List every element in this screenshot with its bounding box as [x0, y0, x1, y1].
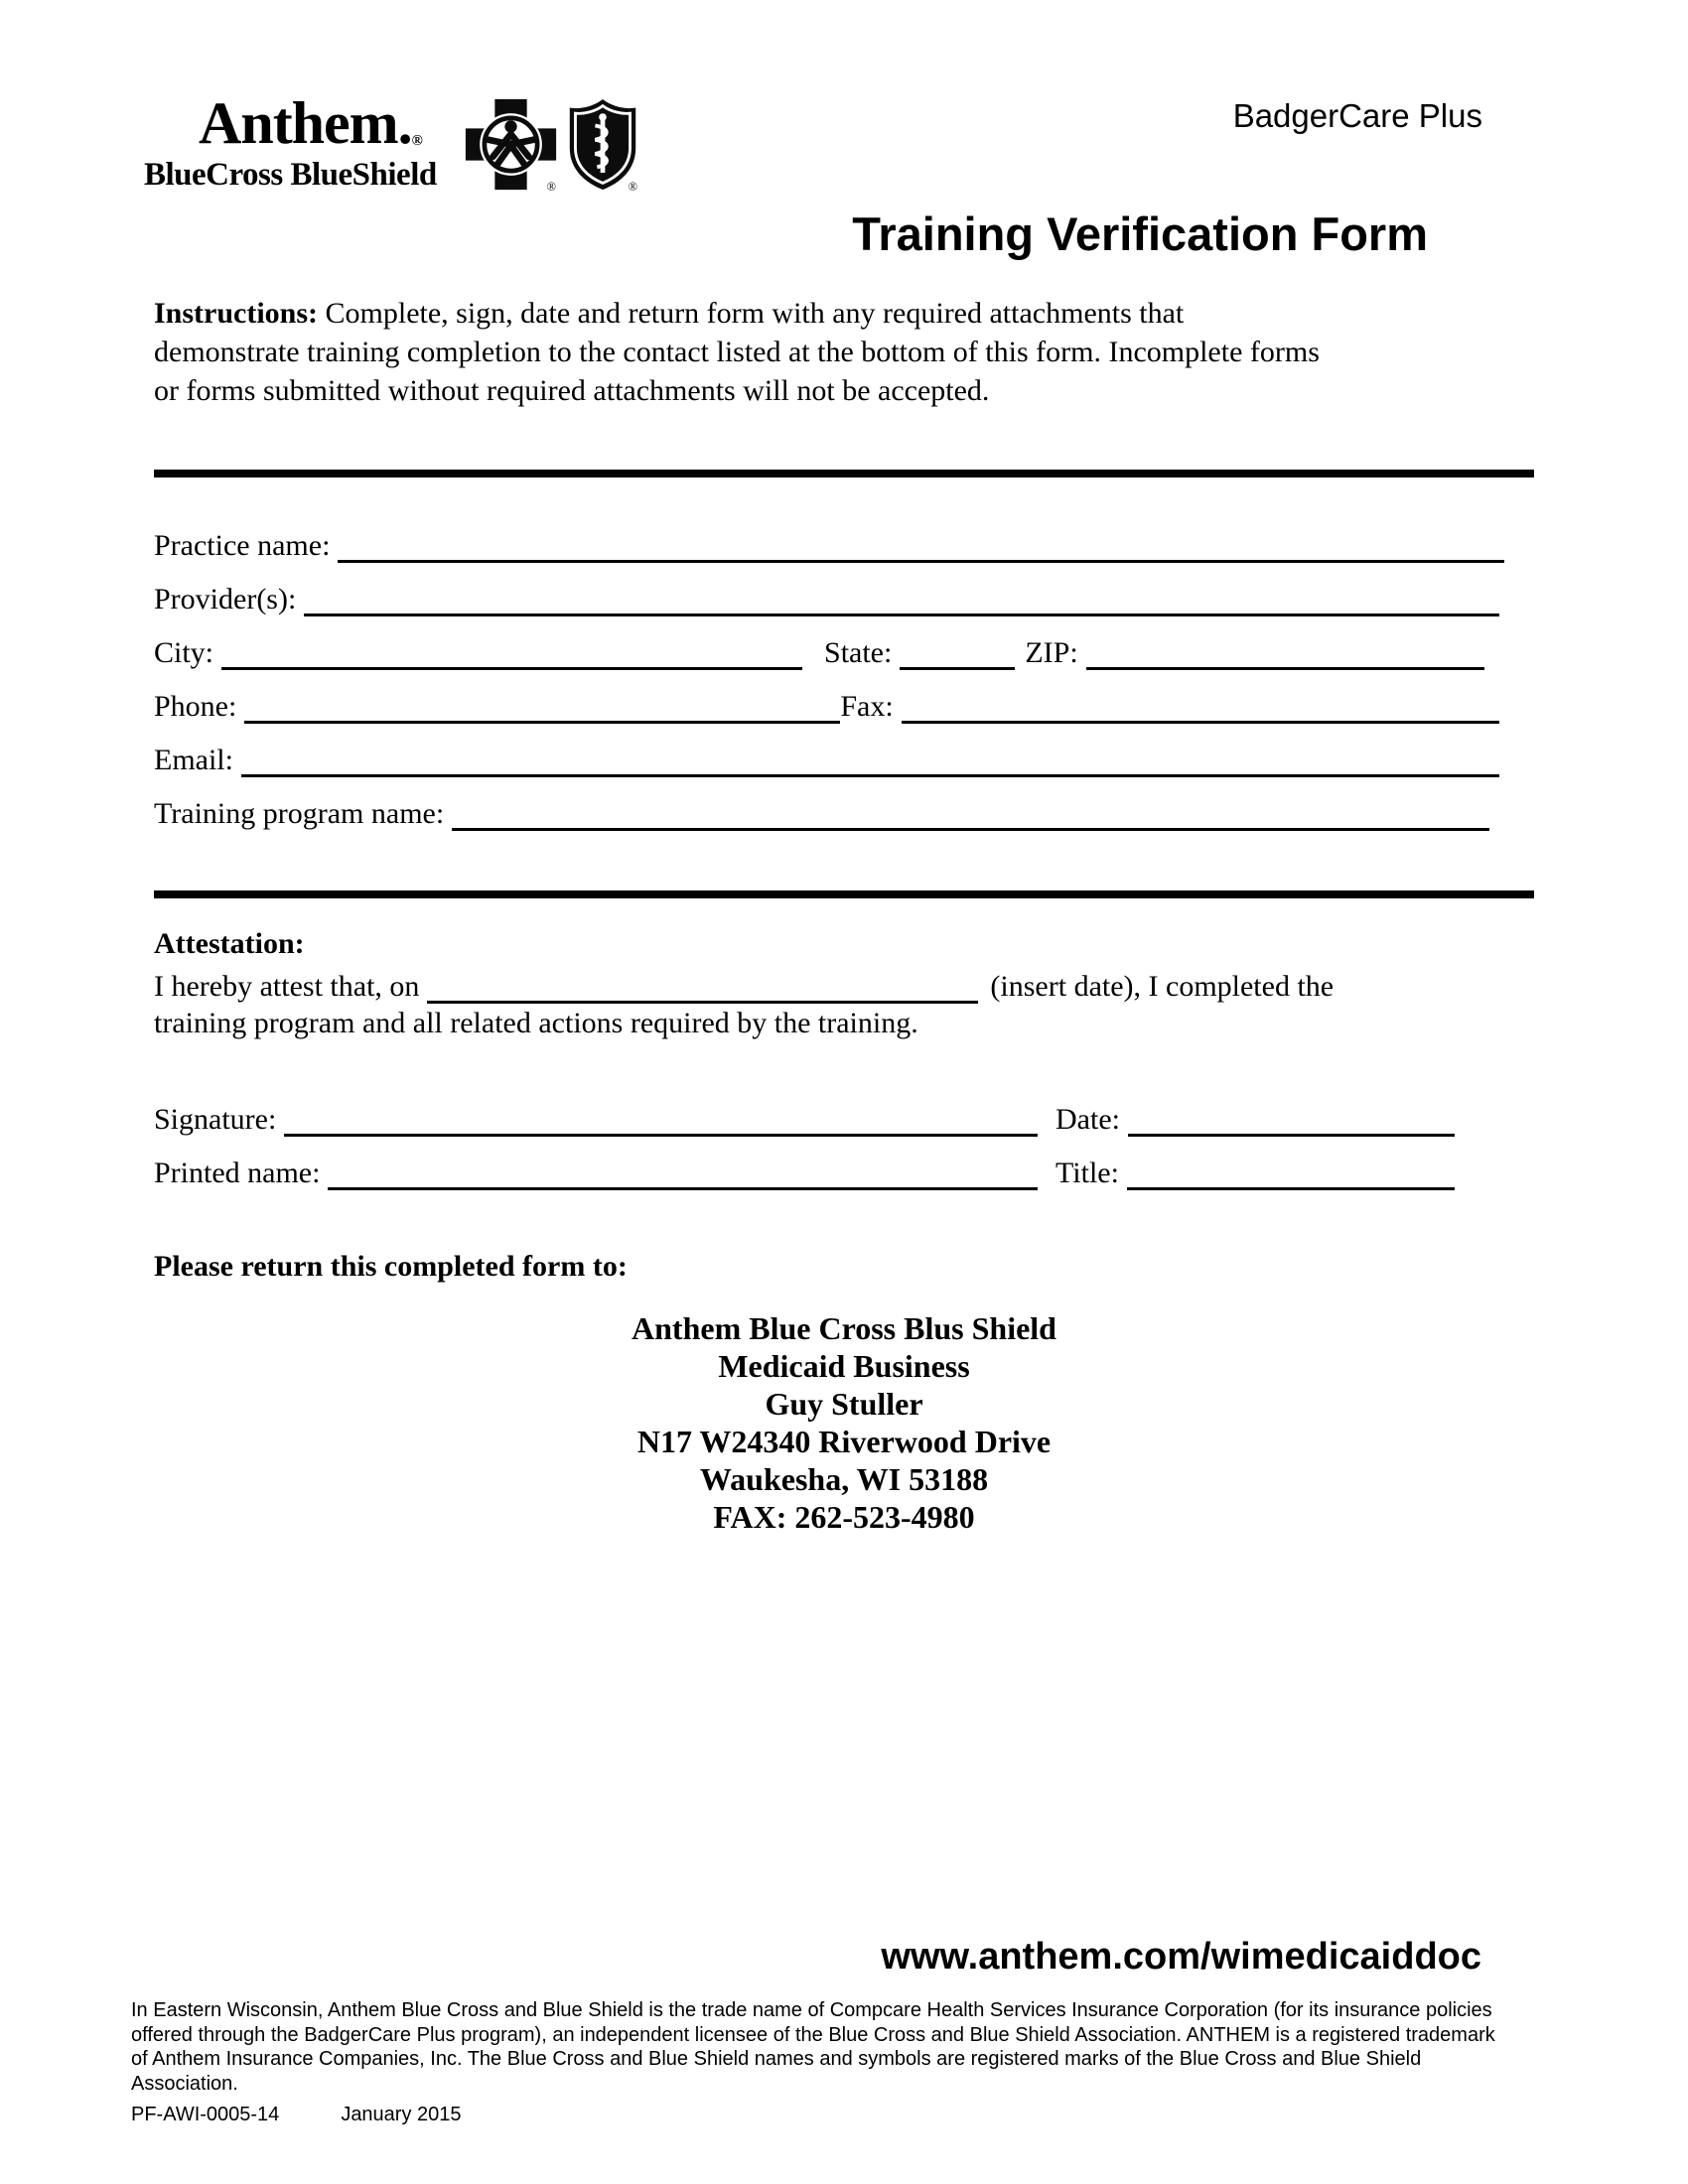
signature-blank[interactable]: [284, 1129, 1038, 1137]
city-state-zip-row: [154, 630, 1534, 670]
svg-text:®: ®: [628, 179, 637, 192]
state-label: State:: [824, 636, 893, 669]
disclaimer-line: Association.: [131, 2072, 238, 2095]
attestation-after-blank-text: (insert date), I completed the: [990, 970, 1335, 1003]
title-label: Title:: [1055, 1157, 1119, 1189]
page-footer: [0, 1936, 1688, 2126]
email-label: Email:: [154, 744, 233, 776]
practice-name-row: [154, 523, 1534, 563]
attestation-line2: training program and all related actions required by the training.: [154, 1007, 918, 1039]
date-blank[interactable]: [1128, 1129, 1455, 1137]
form-revision-date: January 2015: [341, 2104, 462, 2125]
city-label: City:: [154, 636, 214, 669]
form-number-line: [131, 2104, 1688, 2126]
phone-blank[interactable]: [244, 716, 840, 724]
training-program-label: Training program name:: [154, 797, 445, 830]
providers-blank[interactable]: [304, 609, 1499, 616]
attestation-line1: [154, 964, 1534, 1004]
blue-cross-icon: [464, 97, 558, 197]
legal-disclaimer: [131, 1998, 1688, 2096]
fax-blank[interactable]: [902, 716, 1499, 724]
instructions-label: Instructions:: [154, 297, 319, 330]
training-program-row: [154, 791, 1534, 831]
form-body: [154, 294, 1534, 1536]
attestation-section: [154, 924, 1534, 1043]
signature-section: [154, 1097, 1534, 1190]
title-blank[interactable]: [1127, 1182, 1455, 1190]
practice-name-label: Practice name:: [154, 529, 331, 562]
fax-label: Fax:: [840, 690, 894, 723]
signature-label: Signature:: [154, 1103, 277, 1136]
return-instruction-heading: Please return this completed form to:: [154, 1250, 628, 1283]
section-divider-top: [154, 470, 1534, 478]
address-line-organization: Anthem Blue Cross Blus Shield: [632, 1310, 1056, 1346]
disclaimer-line: of Anthem Insurance Companies, Inc. The Blue Cross and Blue Shield names and symbols are registered marks of the Blue Cross and Blue Shield: [131, 2048, 1422, 2070]
program-name: BadgerCare Plus: [1232, 97, 1482, 134]
instructions-paragraph: [154, 294, 1534, 410]
phone-label: Phone:: [154, 690, 237, 723]
anthem-medicaid-url[interactable]: www.anthem.com/wimedicaiddoc: [881, 1936, 1481, 1978]
printed-name-blank[interactable]: [328, 1182, 1038, 1190]
providers-row: [154, 577, 1534, 616]
section-divider-bottom: [154, 890, 1534, 898]
printed-name-title-row: [154, 1151, 1534, 1190]
address-line-street: N17 W24340 Riverwood Drive: [636, 1424, 1052, 1459]
attestation-date-blank[interactable]: [427, 996, 978, 1004]
zip-blank[interactable]: [1086, 662, 1484, 670]
bluecross-blueshield-text: BlueCross BlueShield: [144, 157, 437, 193]
attestation-heading: Attestation:: [154, 927, 305, 960]
return-address-block: [154, 1309, 1534, 1536]
registered-mark: ®: [411, 133, 422, 149]
email-blank[interactable]: [241, 769, 1499, 777]
page-title: Training Verification Form: [852, 207, 1428, 260]
address-line-department: Medicaid Business: [718, 1348, 970, 1384]
instructions-line: or forms submitted without required attachments will not be accepted.: [154, 374, 990, 407]
svg-text:®: ®: [546, 180, 556, 192]
training-program-blank[interactable]: [452, 823, 1489, 831]
blue-shield-icon: [566, 97, 639, 197]
anthem-wordmark: Anthem.: [199, 90, 412, 156]
instructions-line: Instructions: Complete, sign, date and return form with any required attachments that: [154, 297, 1185, 330]
anthem-bcbs-logo: [144, 91, 660, 205]
practice-name-blank[interactable]: [338, 555, 1504, 563]
attestation-lead-text: I hereby attest that, on: [154, 970, 420, 1003]
instructions-line: demonstrate training completion to the contact listed at the bottom of this form. Incomplete forms: [154, 336, 1320, 368]
disclaimer-line: offered through the BadgerCare Plus program), an independent licensee of the Blue Cross and Blue Shield Association. ANTHEM is a registered trademark: [131, 2023, 1495, 2046]
date-label: Date:: [1055, 1103, 1120, 1136]
contact-fields-section: [154, 523, 1534, 831]
state-blank[interactable]: [900, 662, 1015, 670]
address-line-contact: Guy Stuller: [765, 1386, 923, 1422]
address-line-city: Waukesha, WI 53188: [699, 1461, 989, 1497]
printed-name-label: Printed name:: [154, 1157, 321, 1189]
providers-label: Provider(s):: [154, 583, 297, 615]
phone-fax-row: [154, 684, 1534, 724]
city-blank[interactable]: [221, 662, 802, 670]
address-line-fax: FAX: 262-523-4980: [713, 1499, 975, 1535]
form-number: PF-AWI-0005-14: [131, 2104, 280, 2125]
signature-date-row: [154, 1097, 1534, 1137]
zip-label: ZIP:: [1025, 636, 1078, 669]
email-row: [154, 738, 1534, 777]
disclaimer-line: In Eastern Wisconsin, Anthem Blue Cross and Blue Shield is the trade name of Compcare Health Services Insurance Corporation (for its insurance policies: [131, 1999, 1492, 2021]
